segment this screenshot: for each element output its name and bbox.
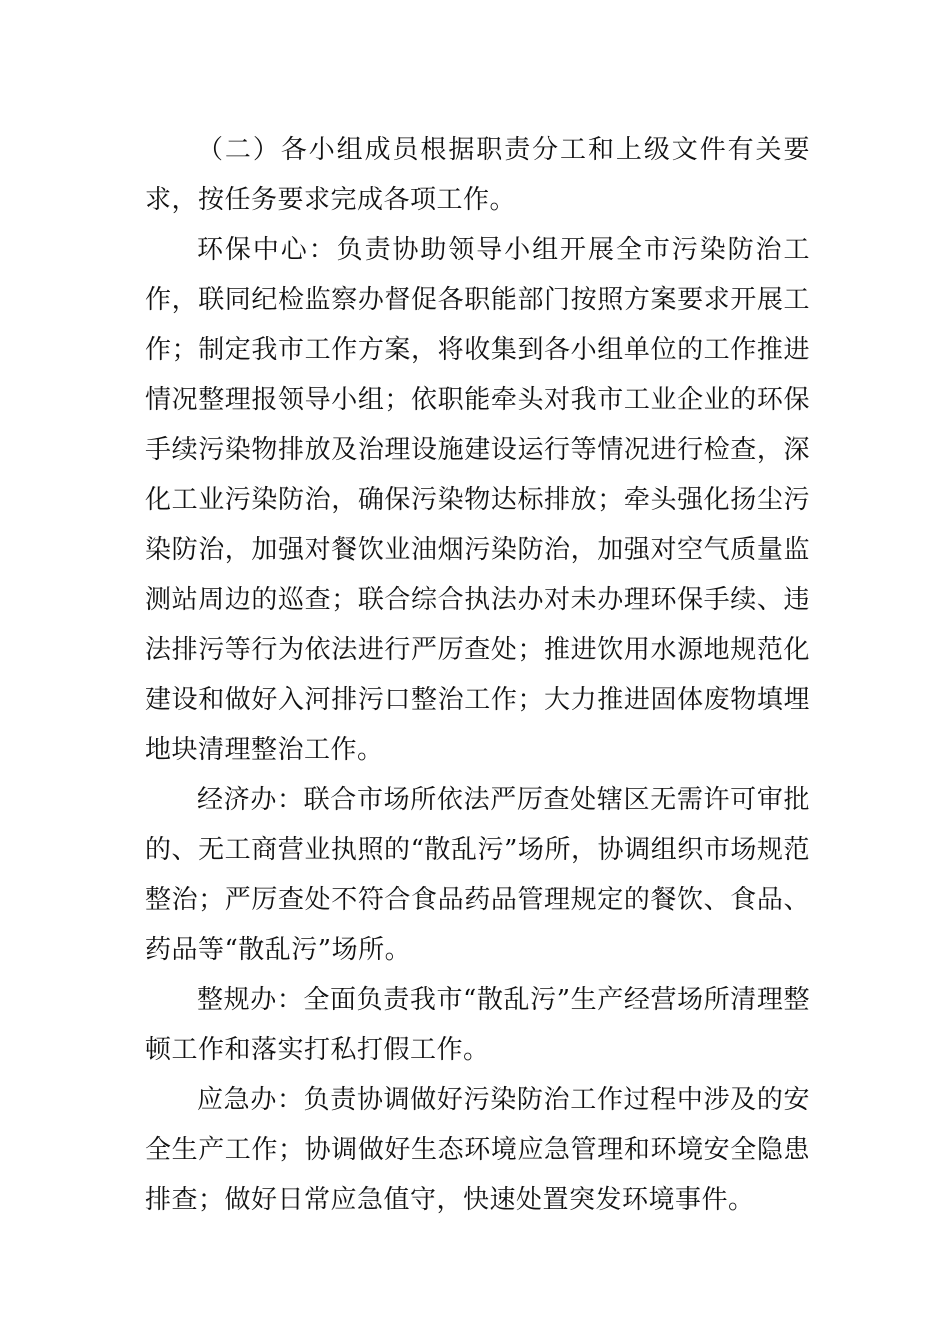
paragraph-environment-center: 环保中心：负责协助领导小组开展全市污染防治工作，联同纪检监察办督促各职能部门按照方案要求开展工作；制定我市工作方案，将收集到各小组单位的工作推进情况整理报领导小组；依职能牵头对我市工业企业的环保手续污染物排放及治理设施建设运行等情况进行检查，深化工业污染防治，确保污染物达标排放；牵头强化扬尘污染防治，加强对餐饮业油烟污染防治，加强对空气质量监测站周边的巡查；联合综合执法办对未办理环保手续、违法排污等行为依法进行严厉查处；推进饮用水源地规范化建设和做好入河排污口整治工作；大力推进固体废物填埋地块清理整治工作。	[145, 235, 810, 765]
document-body	[145, 125, 810, 1225]
paragraph-regulation-office: 整规办：全面负责我市“散乱污”生产经营场所清理整顿工作和落实打私打假工作。	[145, 985, 810, 1065]
paragraph-emergency-office: 应急办：负责协调做好污染防治工作过程中涉及的安全生产工作；协调做好生态环境应急管理和环境安全隐患排查；做好日常应急值守，快速处置突发环境事件。	[145, 1085, 810, 1215]
paragraph-task-requirements: （二）各小组成员根据职责分工和上级文件有关要求，按任务要求完成各项工作。	[145, 135, 810, 215]
paragraph-economy-office: 经济办：联合市场所依法严厉查处辖区无需许可审批的、无工商营业执照的“散乱污”场所，协调组织市场规范整治；严厉查处不符合食品药品管理规定的餐饮、食品、药品等“散乱污”场所。	[145, 785, 810, 965]
